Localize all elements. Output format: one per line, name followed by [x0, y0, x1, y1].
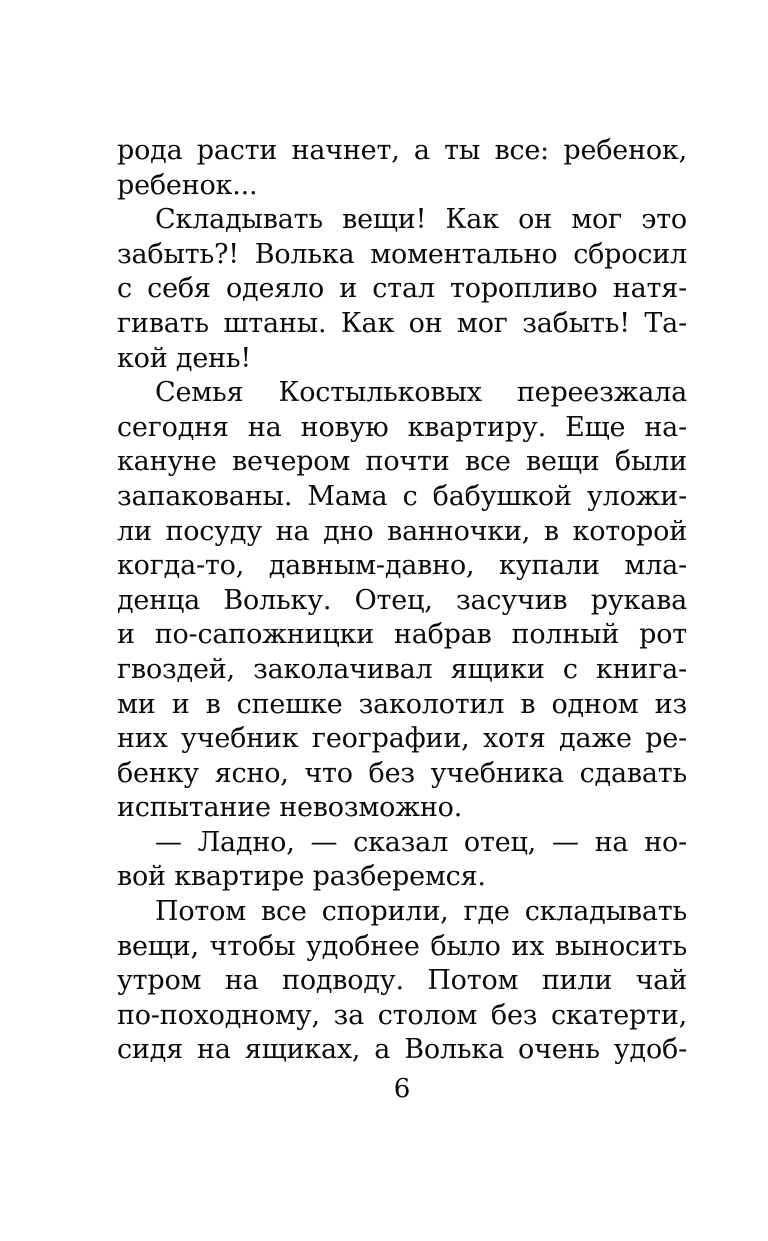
- text-line: кануне вечером почти все вещи были: [117, 446, 687, 478]
- page-number: 6: [393, 1074, 411, 1104]
- text-line: Складывать вещи! Как он мог это: [155, 204, 687, 236]
- text-line: когда-то, давным-давно, купали мла-: [117, 550, 687, 582]
- text-line: с себя одеяло и стал торопливо натя-: [117, 273, 687, 305]
- text-line: — Ладно, — сказал отец, — на но-: [155, 826, 687, 858]
- text-line: кой день!: [117, 342, 252, 374]
- text-line: утром на подводу. Потом пили чай: [117, 965, 687, 997]
- text-line: сидя на ящиках, а Волька очень удоб-: [117, 1034, 687, 1066]
- text-line: вой квартире разберемся.: [117, 861, 486, 893]
- text-line: гивать штаны. Как он мог забыть! Та-: [117, 307, 687, 339]
- text-line: Потом все спорили, где складывать: [155, 896, 687, 928]
- text-line: запакованы. Мама с бабушкой уложи-: [117, 480, 687, 512]
- text-line: гвоздей, заколачивал ящики с книга-: [117, 653, 687, 685]
- text-line: и по-сапожницки набрав полный рот: [117, 619, 687, 651]
- text-column: [117, 134, 687, 1068]
- text-line: по-походному, за столом без скатерти,: [117, 999, 687, 1031]
- text-line: испытание невозможно.: [117, 792, 463, 824]
- text-line: денца Вольку. Отец, засучив рукава: [117, 584, 687, 616]
- text-line: забыть?! Волька моментально сбросил: [117, 238, 687, 270]
- text-line: бенку ясно, что без учебника сдавать: [117, 757, 687, 789]
- text-line: рода расти начнет, а ты все: ребенок,: [117, 135, 687, 166]
- text-line: ми и в спешке заколотил в одном из: [117, 688, 687, 720]
- text-line: вещи, чтобы удобнее было их выносить: [117, 930, 687, 962]
- text-line: них учебник географии, хотя даже ре-: [117, 723, 687, 755]
- text-line: Семья Костыльковых переезжала: [155, 377, 687, 409]
- text-line: ли посуду на дно ванночки, в которой: [117, 515, 687, 547]
- text-line: ребенок...: [117, 169, 258, 201]
- text-line: сегодня на новую квартиру. Еще на-: [117, 411, 687, 443]
